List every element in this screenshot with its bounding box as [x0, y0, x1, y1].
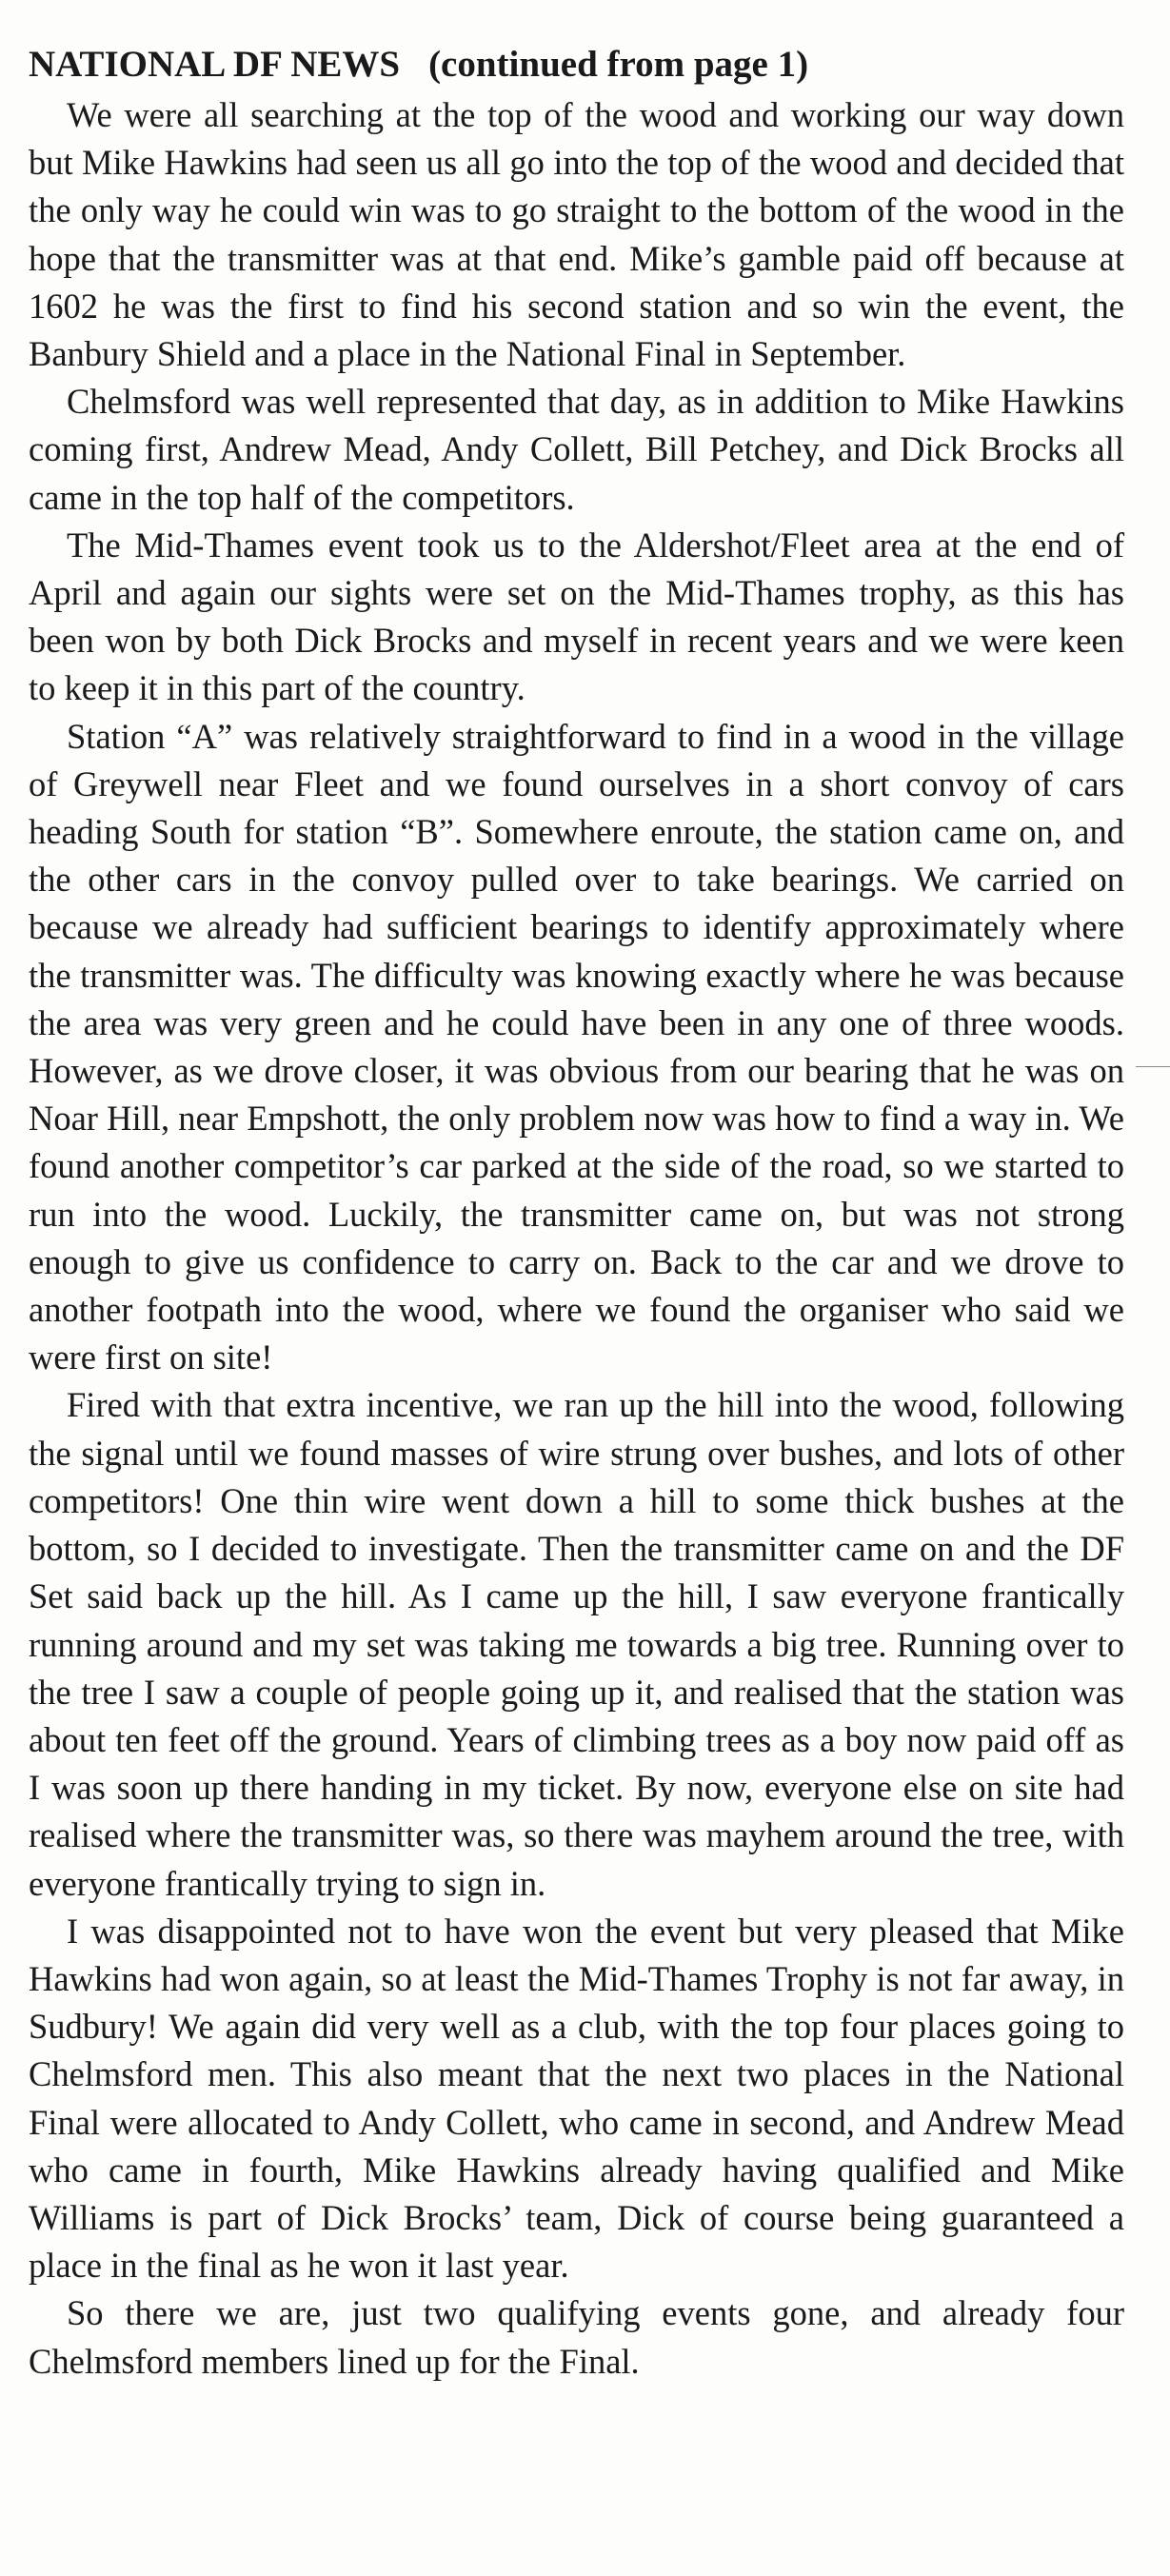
- scan-edge-mark: [1136, 1066, 1170, 1067]
- paragraph: Station “A” was relatively straightforward to find in a wood in the village of Greywell near Fleet and we found ourselves in a short convoy of cars heading South for station “B”. Somewhere enroute, the station came on, and the other cars in the convoy pulled over to take bearings. We carried on because we already had sufficient bearings to identify approximately where the transmitter was. The difficulty was knowing exactly where he was because the area was very green and he could have been in any one of three woods. However, as we drove closer, it was obvious from our bearing that he was on Noar Hill, near Empshott, the only problem now was how to find a way in. We found another competitor’s car parked at the side of the road, so we started to run into the wood. Luckily, the transmitter came on, but was not strong enough to give us confidence to carry on. Back to the car and we drove to another footpath into the wood, where we found the organiser who said we were first on site!: [29, 716, 1124, 1377]
- article-body: [29, 91, 1124, 2386]
- paragraph: We were all searching at the top of the wood and working our way down but Mike Hawkins had seen us all go into the top of the wood and decided that the only way he could win was to go straight to the bottom of the wood in the hope that the transmitter was at that end. Mike’s gamble paid off because at 1602 he was the first to find his second station and so win the event, the Banbury Shield and a place in the National Final in September.: [29, 95, 1124, 374]
- paragraph: So there we are, just two qualifying events gone, and already four Chelmsford members lined up for the Final.: [29, 2293, 1124, 2381]
- continuation-note: (continued from page 1): [428, 44, 809, 85]
- paragraph: I was disappointed not to have won the event but very pleased that Mike Hawkins had won again, so at least the Mid-Thames Trophy is not far away, in Sudbury! We again did very well as a club, with the top four places going to Chelmsford men. This also meant that the next two places in the National Final were allocated to Andy Collett, who came in second, and Andrew Mead who came in fourth, Mike Hawkins already having qualified and Mike Williams is part of Dick Brocks’ team, Dick of course being guaranteed a place in the final as he won it last year.: [29, 1911, 1124, 2286]
- paragraph: Fired with that extra incentive, we ran up the hill into the wood, following the signal until we found masses of wire strung over bushes, and lots of other competitors! One thin wire went down a hill to some thick bushes at the bottom, so I decided to investigate. Then the transmitter came on and the DF Set said back up the hill. As I came up the hill, I saw everyone frantically running around and my set was taking me towards a big tree. Running over to the tree I saw a couple of people going up it, and realised that the station was about ten feet off the ground. Years of climbing trees as a boy now paid off as I was soon up there handing in my ticket. By now, everyone else on site had realised where the transmitter was, so there was mayhem around the tree, with everyone frantically trying to sign in.: [29, 1385, 1124, 1903]
- article-title: NATIONAL DF NEWS: [29, 44, 401, 85]
- paragraph: Chelmsford was well represented that day, as in addition to Mike Hawkins coming first, Andrew Mead, Andy Collett, Bill Petchey, and Dick Brocks all came in the top half of the competitors.: [29, 382, 1124, 517]
- article-heading: [29, 40, 1124, 89]
- paragraph: The Mid-Thames event took us to the Aldershot/Fleet area at the end of April and again our sights were set on the Mid-Thames trophy, as this has been won by both Dick Brocks and myself in recent years and we were keen to keep it in this part of the country.: [29, 525, 1124, 708]
